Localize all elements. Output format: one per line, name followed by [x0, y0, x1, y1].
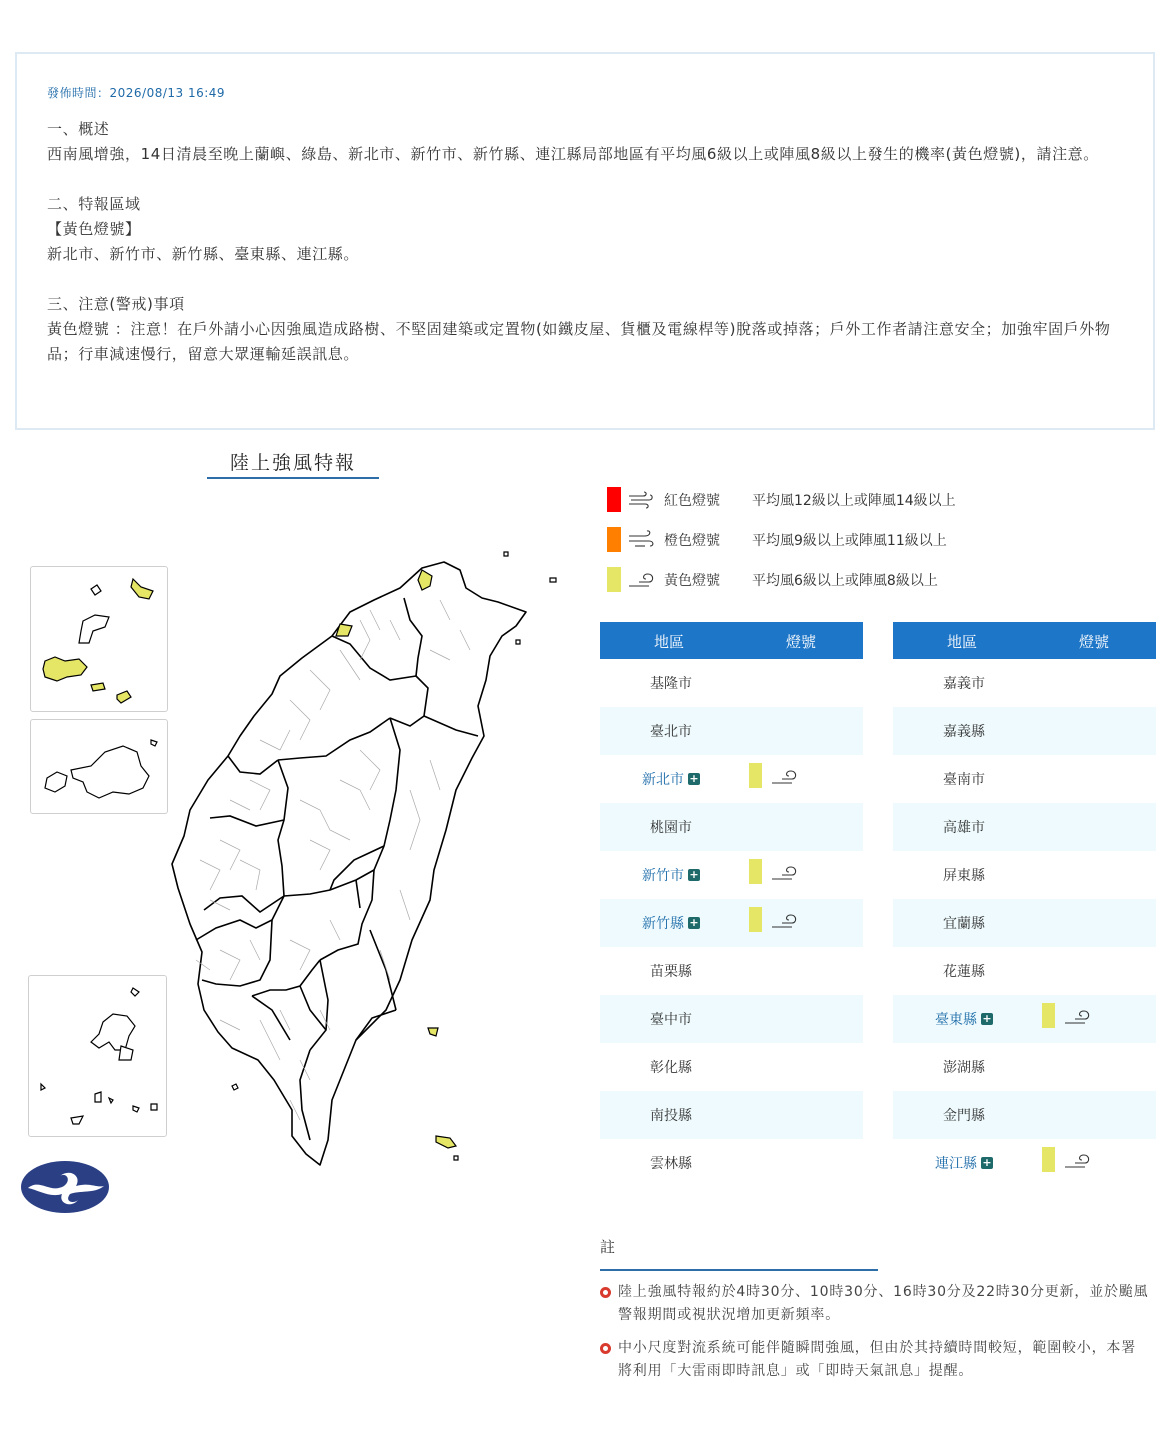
section3-body: 黃色燈號 ：注意！在戶外請小心因強風造成路樹、不堅固建築或定置物(如鐵皮屋、貨櫃及電線桿等)脫落或掉落；戶外工作者請注意安全；加強牢固戶外物品；行車減速慢行，留意大眾運輸延誤訊息。 [47, 320, 1111, 363]
note-text: 陸上強風特報約於4時30分、10時30分、16時30分及22時30分更新，並於颱風警報期間或視狀況增加更新頻率。 [618, 1284, 1149, 1323]
region-name: 嘉義縣 [943, 724, 985, 740]
table-row [600, 1043, 863, 1091]
region-name[interactable]: 新竹市 [642, 868, 684, 884]
table-row [893, 899, 1156, 947]
notice-content [47, 117, 1123, 367]
section1-body: 西南風增強，14日清晨至晚上蘭嶼、綠島、新北市、新竹市、新竹縣、連江縣局部地區有平均風6級以上或陣風8級以上發生的機率(黃色燈號)，請注意。 [47, 145, 1099, 163]
region-name: 雲林縣 [650, 1156, 692, 1172]
table-row [600, 803, 863, 851]
light-wind-icon [770, 863, 798, 883]
header-region: 地區 [947, 633, 978, 651]
note-item [600, 1337, 1150, 1383]
table-header [893, 622, 1156, 659]
legend-red [607, 487, 1027, 513]
section3-title: 三、注意(警戒)事項 [47, 295, 185, 313]
taiwan-outline [172, 562, 526, 1165]
medium-wind-icon [627, 530, 655, 550]
legend-red-name: 紅色燈號 [664, 493, 720, 509]
region-name[interactable]: 連江縣 [935, 1156, 977, 1172]
table-row[interactable] [893, 1139, 1156, 1187]
table-row [600, 947, 863, 995]
region-name: 臺南市 [943, 772, 985, 788]
table-row [893, 947, 1156, 995]
region-name: 高雄市 [943, 820, 985, 836]
region-name[interactable]: 臺東縣 [935, 1012, 977, 1028]
header-signal: 燈號 [786, 633, 817, 651]
region-name: 屏東縣 [943, 868, 985, 884]
notes-title: 註 [600, 1236, 878, 1271]
legend-yellow-desc: 平均風6級以上或陣風8級以上 [752, 573, 938, 589]
table-row [893, 659, 1156, 707]
inset-matsu [30, 719, 168, 814]
bullet-icon [600, 1343, 611, 1354]
table-row[interactable] [893, 995, 1156, 1043]
table-row [600, 707, 863, 755]
expand-plus-icon[interactable]: + [982, 1156, 992, 1169]
publish-time: 發佈時間：2026/08/13 16:49 [47, 86, 226, 100]
legend-red-swatch [607, 487, 621, 512]
light-wind-icon [770, 767, 798, 787]
penghu-map [29, 976, 168, 1138]
table-row [893, 1043, 1156, 1091]
ludao-highlight [428, 1028, 438, 1036]
region-name: 宜蘭縣 [943, 916, 985, 932]
light-wind-icon [1063, 1007, 1091, 1027]
cwa-logo [20, 1160, 110, 1214]
signal-swatch [1042, 1147, 1055, 1172]
table-row [600, 1139, 863, 1187]
notice-panel [15, 52, 1155, 430]
map-title: 陸上強風特報 [207, 448, 379, 479]
signal-swatch [749, 763, 762, 788]
lanyu-highlight [436, 1136, 456, 1148]
legend-orange-desc: 平均風9級以上或陣風11級以上 [752, 533, 947, 549]
section2-level: 【黃色燈號】 [47, 220, 141, 238]
legend-red-desc: 平均風12級以上或陣風14級以上 [752, 493, 956, 509]
region-name: 臺北市 [650, 724, 692, 740]
signal-swatch [749, 859, 762, 884]
table-row[interactable] [600, 851, 863, 899]
strong-wind-icon [627, 490, 655, 510]
region-name: 嘉義市 [943, 676, 985, 692]
inset-kinmen [30, 566, 168, 712]
region-name: 南投縣 [650, 1108, 692, 1124]
taiwan-map [160, 540, 570, 1180]
legend-yellow-name: 黃色燈號 [664, 573, 720, 589]
table-row [893, 707, 1156, 755]
region-name: 桃園市 [650, 820, 692, 836]
bullet-icon [600, 1287, 611, 1298]
legend-orange-name: 橙色燈號 [664, 533, 720, 549]
section1-title: 一、概述 [47, 120, 110, 138]
expand-plus-icon[interactable]: + [689, 916, 699, 929]
table-row [600, 995, 863, 1043]
region-table-right [893, 622, 1156, 1187]
region-name: 澎湖縣 [943, 1060, 985, 1076]
light-wind-icon [1063, 1151, 1091, 1171]
table-row[interactable] [600, 899, 863, 947]
expand-plus-icon[interactable]: + [689, 772, 699, 785]
table-row [600, 659, 863, 707]
expand-plus-icon[interactable]: + [982, 1012, 992, 1025]
region-name: 基隆市 [650, 676, 692, 692]
table-row[interactable] [600, 755, 863, 803]
table-header [600, 622, 863, 659]
legend-yellow [607, 567, 1027, 593]
table-row [893, 1091, 1156, 1139]
matsu-map [31, 720, 169, 815]
legend-orange-swatch [607, 527, 621, 552]
region-name[interactable]: 新北市 [642, 772, 684, 788]
legend-orange [607, 527, 1027, 553]
note-item [600, 1281, 1150, 1327]
light-wind-icon [770, 911, 798, 931]
table-row [893, 755, 1156, 803]
signal-swatch [1042, 1003, 1055, 1028]
region-name: 金門縣 [943, 1108, 985, 1124]
signal-swatch [749, 907, 762, 932]
region-name: 臺中市 [650, 1012, 692, 1028]
table-body [893, 659, 1156, 1187]
section2-body: 新北市、新竹市、新竹縣、臺東縣、連江縣。 [47, 245, 360, 263]
region-name: 花蓮縣 [943, 964, 985, 980]
region-name: 苗栗縣 [650, 964, 692, 980]
region-name: 彰化縣 [650, 1060, 692, 1076]
legend-yellow-swatch [607, 567, 621, 592]
table-row [893, 803, 1156, 851]
expand-plus-icon[interactable]: + [689, 868, 699, 881]
region-name[interactable]: 新竹縣 [642, 916, 684, 932]
table-row [600, 1091, 863, 1139]
header-signal: 燈號 [1079, 633, 1110, 651]
inset-penghu [28, 975, 167, 1137]
region-table-left [600, 622, 863, 1187]
table-body [600, 659, 863, 1187]
note-text: 中小尺度對流系統可能伴隨瞬間強風，但由於其持續時間較短，範圍較小，本署將利用「大雷雨即時訊息」或「即時天氣訊息」提醒。 [618, 1340, 1136, 1379]
kinmen-map [31, 567, 169, 713]
section2-title: 二、特報區域 [47, 195, 141, 213]
header-region: 地區 [654, 633, 685, 651]
light-wind-icon [627, 570, 655, 590]
table-row [893, 851, 1156, 899]
